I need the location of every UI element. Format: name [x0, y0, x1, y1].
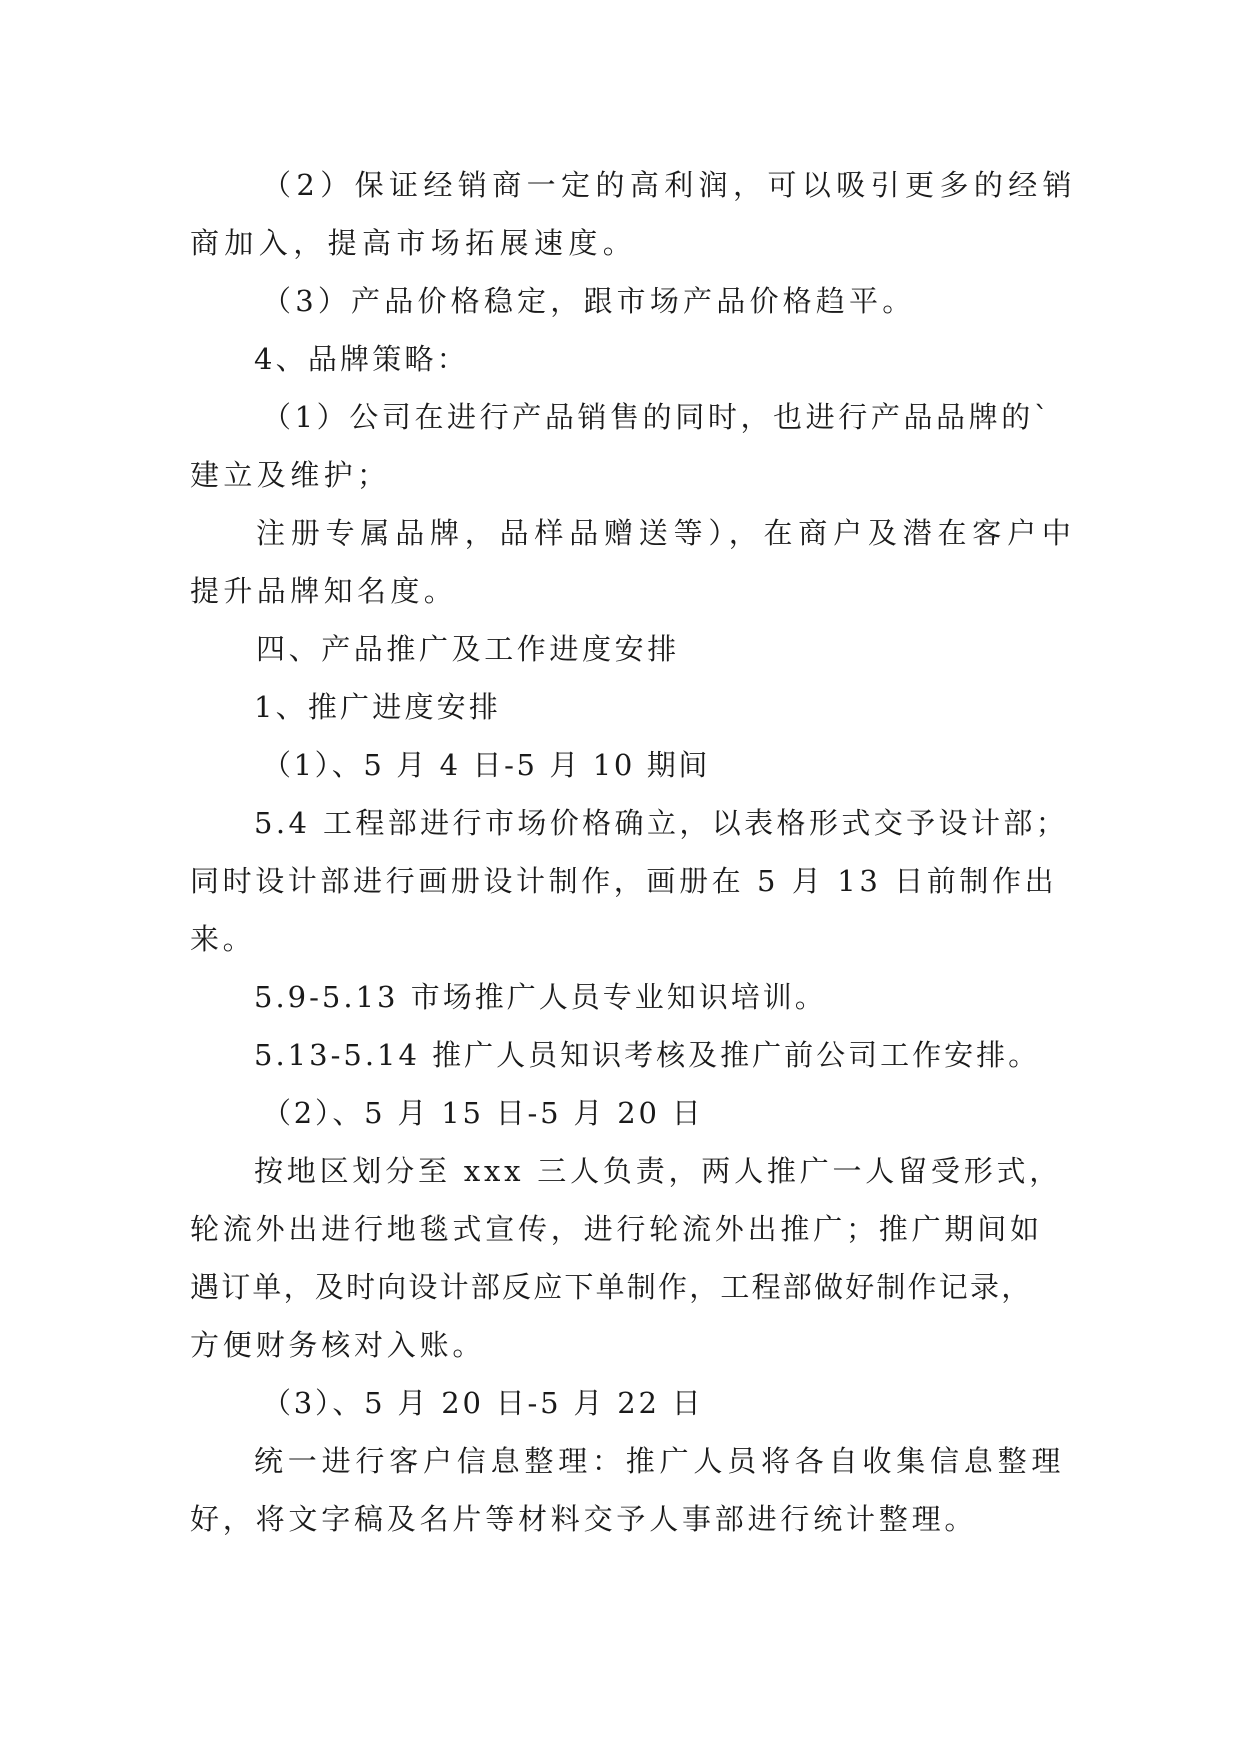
paragraph-line: （3）产品价格稳定，跟市场产品价格趋平。: [262, 284, 916, 318]
paragraph-line: 商加入，提高市场拓展速度。: [190, 226, 638, 260]
paragraph-line: 注册专属品牌，品样品赠送等），在商户及潜在客户中: [256, 516, 1077, 550]
paragraph-line: 按地区划分至 xxx 三人负责，两人推广一人留受形式，: [254, 1154, 1063, 1188]
paragraph-line: 建立及维护；: [190, 458, 391, 492]
paragraph-line: 提升品牌知名度。: [190, 574, 458, 608]
paragraph-line: （2）保证经销商一定的高利润，可以吸引更多的经销: [262, 168, 1078, 202]
paragraph-line: 方便财务核对入账。: [190, 1328, 486, 1362]
paragraph-line: 5.4 工程部进行市场价格确立，以表格形式交予设计部；: [254, 806, 1069, 840]
paragraph-line: 遇订单，及时向设计部反应下单制作，工程部做好制作记录，: [190, 1270, 1033, 1304]
paragraph-line: 5.13-5.14 推广人员知识考核及推广前公司工作安排。: [254, 1038, 1041, 1072]
paragraph-line: 轮流外出进行地毯式宣传，进行轮流外出推广；推广期间如: [190, 1212, 1043, 1246]
paragraph-line: 好，将文字稿及名片等材料交予人事部进行统计整理。: [190, 1502, 978, 1536]
paragraph-line: 5.9-5.13 市场推广人员专业知识培训。: [254, 980, 827, 1014]
subsection-heading: 1、推广进度安排: [254, 690, 502, 724]
paragraph-line: （1）公司在进行产品销售的同时，也进行产品品牌的`: [262, 400, 1052, 434]
schedule-period: （1）、5 月 4 日-5 月 10 期间: [262, 748, 710, 782]
paragraph-line: 来。: [190, 922, 256, 956]
schedule-period: （3）、5 月 20 日-5 月 22 日: [262, 1386, 704, 1420]
schedule-period: （2）、5 月 15 日-5 月 20 日: [262, 1096, 704, 1130]
section-heading: 四、产品推广及工作进度安排: [256, 632, 680, 666]
paragraph-line: 同时设计部进行画册设计制作，画册在 5 月 13 日前制作出: [190, 864, 1058, 898]
section-heading: 4、品牌策略：: [254, 342, 469, 376]
paragraph-line: 统一进行客户信息整理：推广人员将各自收集信息整理: [254, 1444, 1066, 1478]
